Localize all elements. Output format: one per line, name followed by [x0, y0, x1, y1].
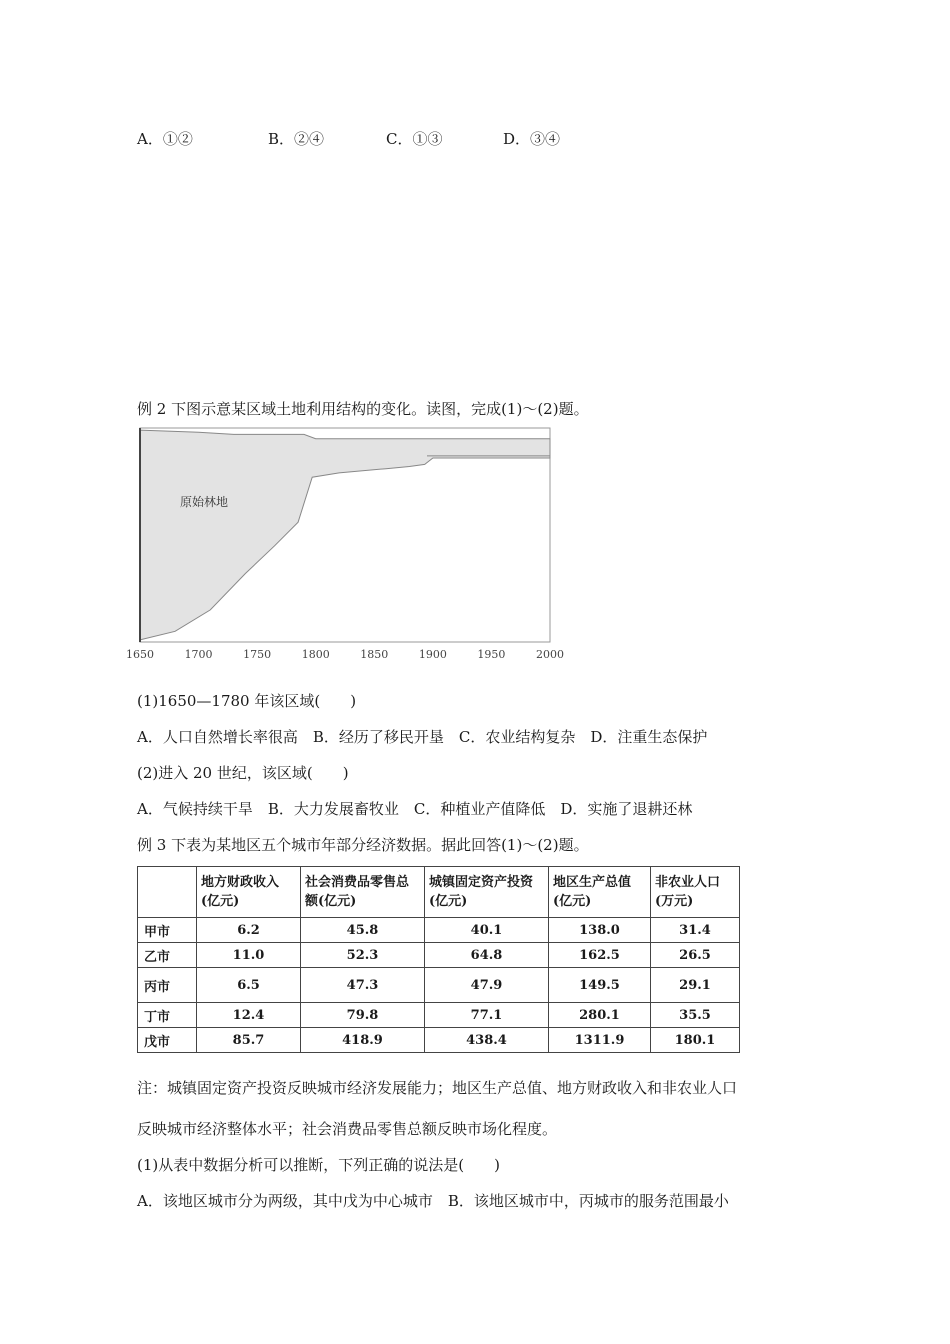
example2-q1-options: A．人口自然增长率很高 B．经历了移民开垦 C．农业结构复杂 D．注重生态保护	[137, 728, 708, 746]
table-cell: 138.0	[549, 918, 651, 943]
table-header-row	[138, 867, 740, 918]
table-cell: 162.5	[549, 943, 651, 968]
example2-q2-options: A．气候持续干旱 B．大力发展畜牧业 C．种植业产值降低 D．实施了退耕还林	[137, 800, 693, 818]
x-tick-label: 1950	[477, 648, 506, 661]
table-cell: 6.2	[197, 918, 301, 943]
table-cell: 64.8	[425, 943, 549, 968]
city-name: 戊市	[138, 1028, 197, 1053]
example3-note-line2: 反映城市经济整体水平；社会消费品零售总额反映市场化程度。	[137, 1120, 558, 1138]
x-tick-label: 1850	[360, 648, 389, 661]
city-name: 乙市	[138, 943, 197, 968]
table-cell: 40.1	[425, 918, 549, 943]
example3-q1-options: A．该地区城市分为两级，其中戊为中心城市 B．该地区城市中，丙城市的服务范围最小	[137, 1192, 729, 1210]
x-tick-label: 1800	[301, 648, 330, 661]
city-name: 丙市	[138, 968, 197, 1003]
option-b: B．②④	[268, 130, 325, 148]
option-a: A．①②	[137, 130, 193, 148]
example2-q2: (2)进入 20 世纪，该区域( )	[137, 764, 349, 782]
table-row	[138, 918, 740, 943]
table-cell: 438.4	[425, 1028, 549, 1053]
header-fixed-investment: 城镇固定资产投资(亿元)	[425, 867, 549, 918]
table-cell: 1311.9	[549, 1028, 651, 1053]
header-fiscal-revenue: 地方财政收入(亿元)	[197, 867, 301, 918]
header-nonagri-population: 非农业人口(万元)	[651, 867, 740, 918]
land-use-chart	[126, 420, 570, 665]
x-tick-label: 1700	[184, 648, 213, 661]
table-row	[138, 1028, 740, 1053]
table-cell: 35.5	[651, 1003, 740, 1028]
example2-intro: 例 2 下图示意某区域土地利用结构的变化。读图，完成(1)～(2)题。	[137, 400, 589, 418]
example3-note-line1: 注：城镇固定资产投资反映城市经济发展能力；地区生产总值、地方财政收入和非农业人口	[137, 1079, 738, 1097]
table-cell: 31.4	[651, 918, 740, 943]
table-row	[138, 968, 740, 1003]
forest-area	[140, 430, 550, 640]
x-tick-label: 1750	[243, 648, 272, 661]
table-cell: 6.5	[197, 968, 301, 1003]
table-cell: 29.1	[651, 968, 740, 1003]
city-name: 甲市	[138, 918, 197, 943]
table-cell: 11.0	[197, 943, 301, 968]
table-cell: 85.7	[197, 1028, 301, 1053]
example3-intro: 例 3 下表为某地区五个城市年部分经济数据。据此回答(1)～(2)题。	[137, 836, 589, 854]
x-tick-label: 1900	[418, 648, 447, 661]
table-cell: 45.8	[301, 918, 425, 943]
table-cell: 280.1	[549, 1003, 651, 1028]
table-cell: 47.9	[425, 968, 549, 1003]
header-blank	[138, 867, 197, 918]
table-row	[138, 1003, 740, 1028]
table-cell: 180.1	[651, 1028, 740, 1053]
header-gdp: 地区生产总值(亿元)	[549, 867, 651, 918]
example3-q1: (1)从表中数据分析可以推断，下列正确的说法是( )	[137, 1156, 500, 1174]
table-cell: 149.5	[549, 968, 651, 1003]
city-name: 丁市	[138, 1003, 197, 1028]
table-cell: 79.8	[301, 1003, 425, 1028]
option-d: D．③④	[503, 130, 561, 148]
economic-data-table	[137, 866, 740, 1053]
x-tick-label: 1650	[126, 648, 154, 661]
table-cell: 418.9	[301, 1028, 425, 1053]
example2-q1: (1)1650—1780 年该区域( )	[137, 692, 357, 710]
table-cell: 77.1	[425, 1003, 549, 1028]
table-cell: 26.5	[651, 943, 740, 968]
table-cell: 12.4	[197, 1003, 301, 1028]
header-retail-sales: 社会消费品零售总额(亿元)	[301, 867, 425, 918]
table-row	[138, 943, 740, 968]
x-tick-label: 2000	[536, 648, 564, 661]
option-c: C．①③	[386, 130, 443, 148]
table-cell: 47.3	[301, 968, 425, 1003]
table-cell: 52.3	[301, 943, 425, 968]
area-label: 原始林地	[180, 495, 229, 509]
